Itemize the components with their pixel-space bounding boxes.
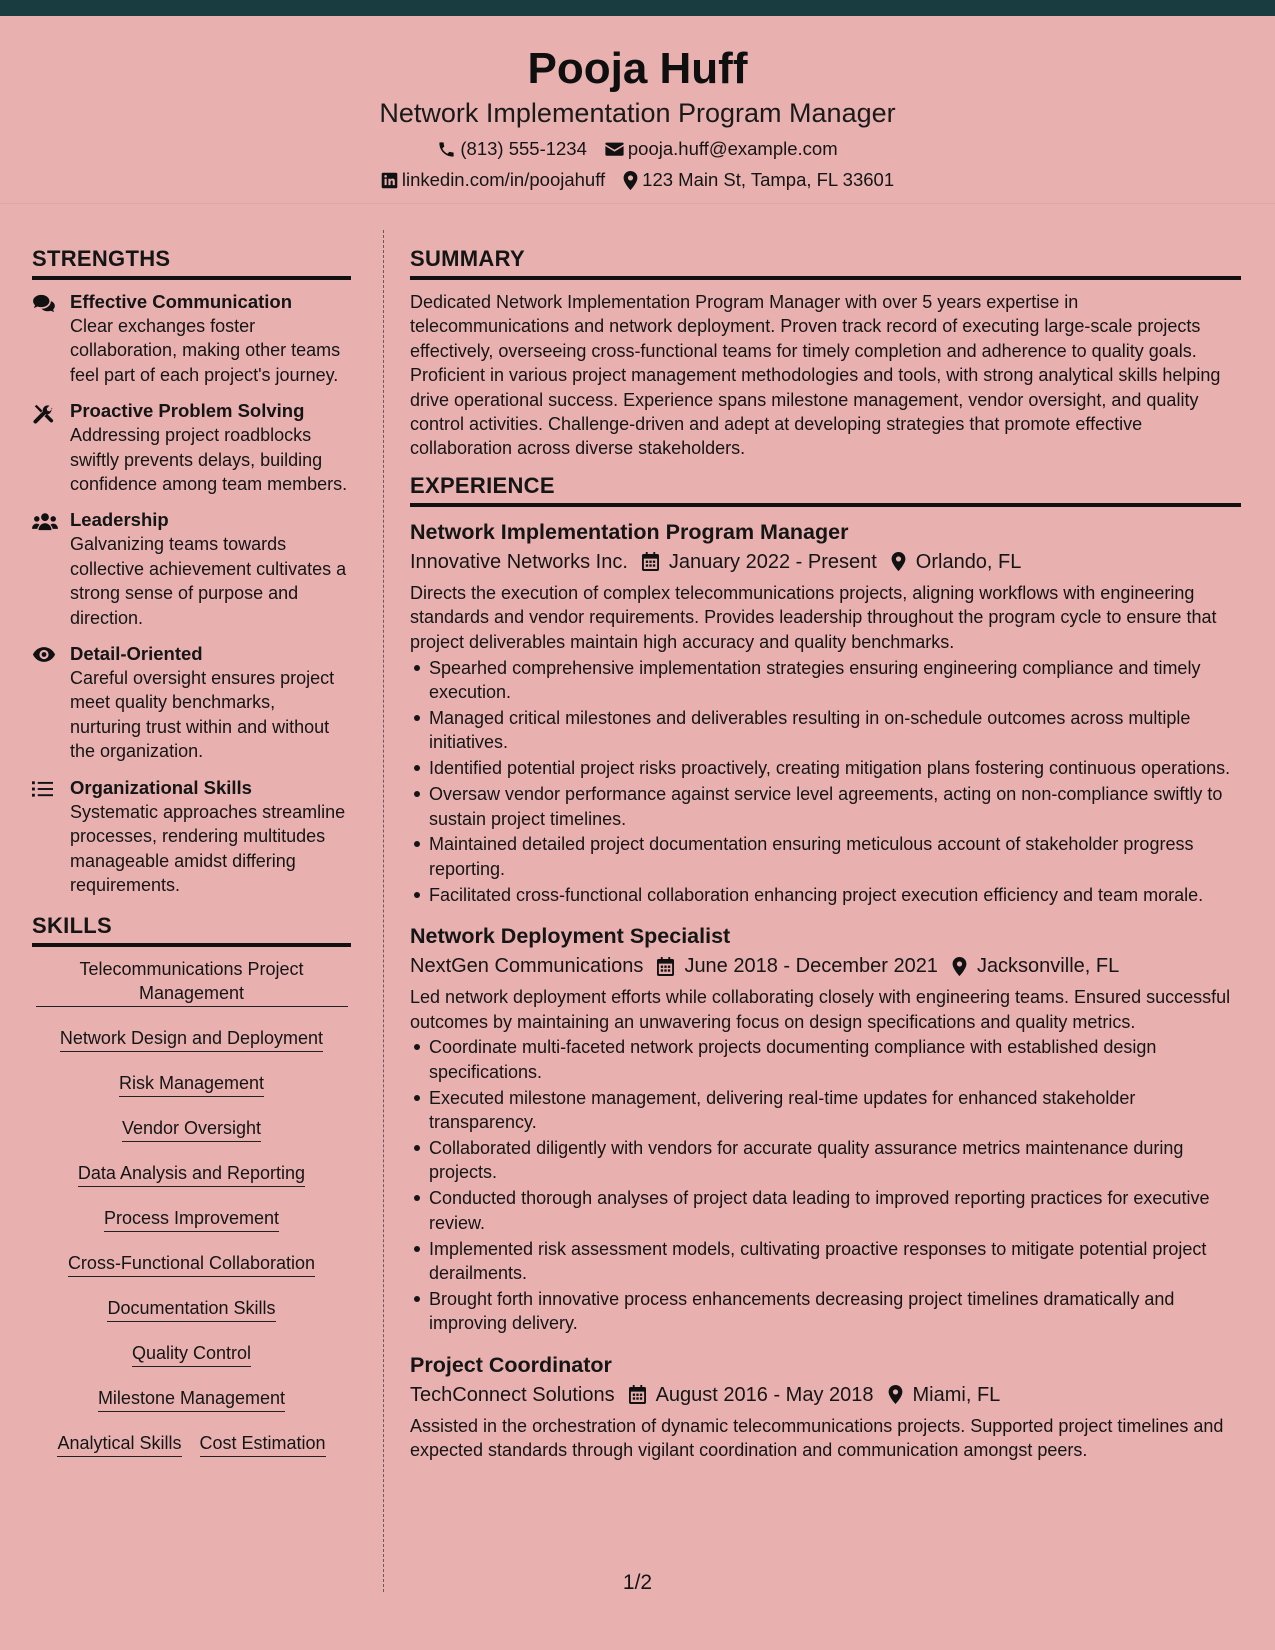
skill-tag: Telecommunications Project Management [36,957,348,1007]
summary-text: Dedicated Network Implementation Program Manager with over 5 years expertise in telecommunications and network deployment. Proven track record of executing large-scale projects effectively, overseeing cross-functional teams for timely completion and adherence to quality goals. Proficient in various project management methodologies and tools, with strong analytical skills helping drive operational success. Experience spans milestone management, vendor oversight, and quality control activities. Challenge-driven and adept at developing strategies that promote effective collaboration across diverse stakeholders. [410,292,1221,459]
job-title: Network Deployment Specialist [410,924,731,949]
job-entry [410,517,1241,907]
job-meta [410,547,1241,577]
eye-icon [32,642,70,764]
job-bullets [410,1035,1241,1335]
strength-item [32,642,351,764]
job-bullet: Spearhed comprehensive implementation strategies ensuring engineering compliance and timely execution. [410,656,1241,705]
job-dates: August 2016 - May 2018 [655,1383,874,1406]
job-description: Assisted in the orchestration of dynamic telecommunications projects. Supported project timelines and expected standards through vigilant coordination and communication amongst peers. [410,1415,1224,1461]
job-bullet: Collaborated diligently with vendors for accurate quality assurance metrics maintenance during projects. [410,1136,1241,1185]
skills-list [32,957,351,1476]
candidate-name: Pooja Huff [527,44,748,93]
contact-row-1 [0,137,1275,161]
job-bullet: Maintained detailed project documentation ensuring meticulous account of stakeholder progress reporting. [410,832,1241,881]
job-bullet: Brought forth innovative process enhancements decreasing project timelines dramatically and improving delivery. [410,1287,1241,1336]
list-icon [32,776,70,898]
skill-tag: Analytical Skills [57,1431,181,1457]
strength-item [32,290,351,387]
right-column [410,244,1241,1477]
skill-tag: Cost Estimation [200,1431,326,1457]
job-location: Miami, FL [912,1383,1001,1406]
email-text: pooja.huff@example.com [627,138,838,159]
strength-title: Leadership [70,509,169,531]
job-bullet: Executed milestone management, delivering real-time updates for enhanced stakeholder transparency. [410,1086,1241,1135]
job-bullet: Implemented risk assessment models, cultivating proactive responses to mitigate potential project derailments. [410,1237,1241,1286]
strength-description: Clear exchanges foster collaboration, making other teams feel part of each project's journey. [70,316,341,385]
job-title: Project Coordinator [410,1352,612,1377]
job-bullet: Conducted thorough analyses of project data leading to improved reporting practices for executive review. [410,1186,1241,1235]
left-column [32,244,351,1476]
address-contact [623,168,894,192]
skill-tag: Cross-Functional Collaboration [68,1251,315,1277]
top-accent-bar [0,0,1275,16]
job-dates: June 2018 - December 2021 [684,955,938,978]
strength-description: Addressing project roadblocks swiftly prevents delays, building confidence among team members. [70,425,348,495]
strength-description: Careful oversight ensures project meet quality benchmarks, nurturing trust within and without the organization. [70,668,335,762]
job-meta [410,1380,1241,1410]
strength-description: Galvanizing teams towards collective achievement cultivates a strong sense of purpose and direction. [70,534,347,628]
strength-title: Detail-Oriented [70,643,203,665]
job-bullet: Oversaw vendor performance against service level agreements, acting on non-compliance swiftly to sustain project timelines. [410,782,1241,831]
skill-tag: Vendor Oversight [122,1116,261,1142]
job-bullets [410,656,1241,908]
strength-title: Proactive Problem Solving [70,400,305,422]
job-bullet: Identified potential project risks proactively, creating mitigation plans fostering continuous operations. [410,756,1241,780]
calendar-icon [642,552,659,571]
map-pin-icon [888,1385,903,1404]
strengths-heading: STRENGTHS [32,244,351,280]
comments-icon [32,290,70,387]
map-pin-icon [891,552,906,571]
job-description: Directs the execution of complex telecommunications projects, aligning workflows with engineering standards and vendor requirements. Provides leadership throughout the program cycle to ensure that project deliverables maintain high accuracy and quality benchmarks. [410,582,1217,652]
job-entry [410,1350,1241,1463]
strength-item [32,399,351,496]
job-location: Jacksonville, FL [976,955,1120,978]
skill-tag: Data Analysis and Reporting [78,1161,305,1187]
job-company: NextGen Communications [410,955,644,978]
skill-tag: Risk Management [119,1071,264,1097]
calendar-icon [657,957,674,976]
strength-title: Organizational Skills [70,776,252,798]
map-pin-icon [952,957,967,976]
tools-icon [32,399,70,496]
skills-heading: SKILLS [32,911,351,947]
summary-heading: SUMMARY [410,244,1241,280]
column-divider [383,230,384,1592]
resume-header [0,16,1275,204]
skill-tag: Quality Control [132,1341,251,1367]
email-contact[interactable] [605,137,838,161]
linkedin-text: linkedin.com/in/poojahuff [401,169,606,190]
map-pin-icon [623,171,638,190]
job-bullet: Facilitated cross-functional collaboration enhancing project execution efficiency and team morale. [410,883,1241,907]
experience-heading: EXPERIENCE [410,471,1241,507]
strength-item [32,508,351,630]
phone-contact[interactable] [437,137,587,161]
address-text: 123 Main St, Tampa, FL 33601 [642,169,895,190]
calendar-icon [629,1385,646,1404]
job-description: Led network deployment efforts while collaborating closely with engineering teams. Ensured successful outcomes by maintaining an unwavering focus on design specifications and quality metrics. [410,987,1231,1032]
linkedin-icon [381,172,398,189]
contact-row-2 [0,168,1275,192]
skill-tag: Process Improvement [104,1206,279,1232]
job-company: TechConnect Solutions [410,1383,615,1406]
job-entry [410,921,1241,1336]
candidate-title: Network Implementation Program Manager [379,98,896,128]
skill-tag: Network Design and Deployment [60,1026,323,1052]
phone-text: (813) 555-1234 [460,138,587,159]
skill-tag: Documentation Skills [107,1296,275,1322]
users-icon [32,508,70,630]
job-location: Orlando, FL [915,550,1022,573]
job-bullet: Managed critical milestones and deliverables resulting in on-schedule outcomes across multiple initiatives. [410,706,1241,755]
linkedin-contact[interactable] [381,168,605,192]
page-number: 1/2 [622,1571,653,1594]
skill-tag: Milestone Management [98,1386,285,1412]
job-meta [410,951,1241,981]
strength-description: Systematic approaches streamline processes, rendering multitudes manageable amidst differing requirements. [70,801,346,895]
strength-item [32,776,351,898]
envelope-icon [605,141,624,157]
phone-icon [437,140,456,159]
job-title: Network Implementation Program Manager [410,519,849,544]
job-dates: January 2022 - Present [668,550,877,573]
strength-title: Effective Communication [70,291,293,312]
job-bullet: Coordinate multi-faceted network projects documenting compliance with established design specifications. [410,1035,1241,1084]
job-company: Innovative Networks Inc. [410,550,628,573]
